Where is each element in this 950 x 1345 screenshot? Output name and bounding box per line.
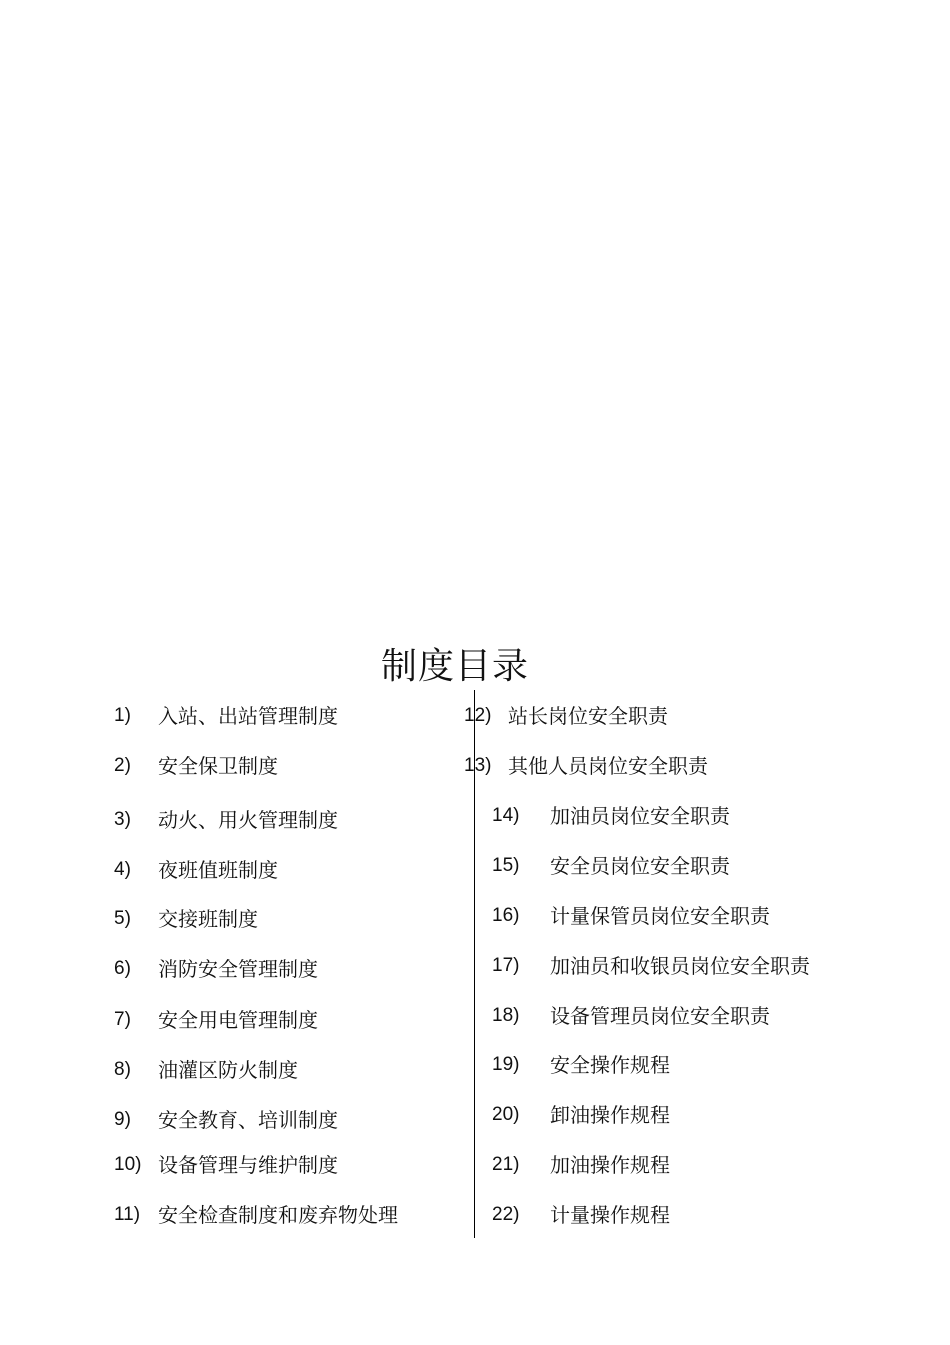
toc-title: 加油员和收银员岗位安全职责 (550, 954, 810, 978)
toc-number: 15) (492, 855, 520, 876)
toc-number: 12) (464, 705, 492, 726)
toc-number: 16) (492, 905, 520, 926)
toc-title: 站长岗位安全职责 (508, 704, 668, 728)
toc-number: 8) (114, 1059, 131, 1080)
toc-number: 18) (492, 1005, 520, 1026)
toc-number: 9) (114, 1109, 131, 1130)
toc-number: 10) (114, 1154, 142, 1175)
toc-number: 11) (114, 1204, 141, 1225)
toc-number: 6) (114, 958, 131, 979)
toc-title: 安全用电管理制度 (158, 1008, 318, 1032)
toc-title: 加油操作规程 (550, 1153, 670, 1177)
toc-number: 21) (492, 1154, 520, 1175)
toc-number: 13) (464, 755, 492, 776)
toc-title: 安全操作规程 (550, 1053, 670, 1077)
toc-title: 消防安全管理制度 (158, 957, 318, 981)
toc-title: 设备管理员岗位安全职责 (550, 1004, 770, 1028)
toc-title: 安全保卫制度 (158, 754, 278, 778)
toc-title: 计量操作规程 (550, 1203, 670, 1227)
toc-number: 2) (114, 755, 131, 776)
toc-title: 其他人员岗位安全职责 (508, 754, 708, 778)
toc-title: 油灌区防火制度 (158, 1058, 298, 1082)
toc-number: 22) (492, 1204, 520, 1225)
toc-title: 计量保管员岗位安全职责 (550, 904, 770, 928)
toc-number: 17) (492, 955, 520, 976)
toc-title: 卸油操作规程 (550, 1103, 670, 1127)
toc-title: 入站、出站管理制度 (158, 704, 338, 728)
toc-title: 交接班制度 (158, 907, 258, 931)
toc-number: 14) (492, 805, 520, 826)
toc-title: 安全员岗位安全职责 (550, 854, 730, 878)
toc-title: 夜班值班制度 (158, 858, 278, 882)
toc-title: 安全教育、培训制度 (158, 1108, 338, 1132)
toc-number: 5) (114, 908, 131, 929)
toc-title: 安全检查制度和废弃物处理 (158, 1203, 398, 1227)
toc-title: 设备管理与维护制度 (158, 1153, 338, 1177)
toc-number: 7) (114, 1009, 131, 1030)
toc-title: 动火、用火管理制度 (158, 808, 338, 832)
toc-number: 1) (114, 705, 131, 726)
toc-number: 19) (492, 1054, 520, 1075)
toc-number: 20) (492, 1104, 520, 1125)
toc-title: 加油员岗位安全职责 (550, 804, 730, 828)
toc-number: 4) (114, 859, 131, 880)
page-title: 制度目录 (380, 646, 529, 687)
toc-number: 3) (114, 809, 131, 830)
